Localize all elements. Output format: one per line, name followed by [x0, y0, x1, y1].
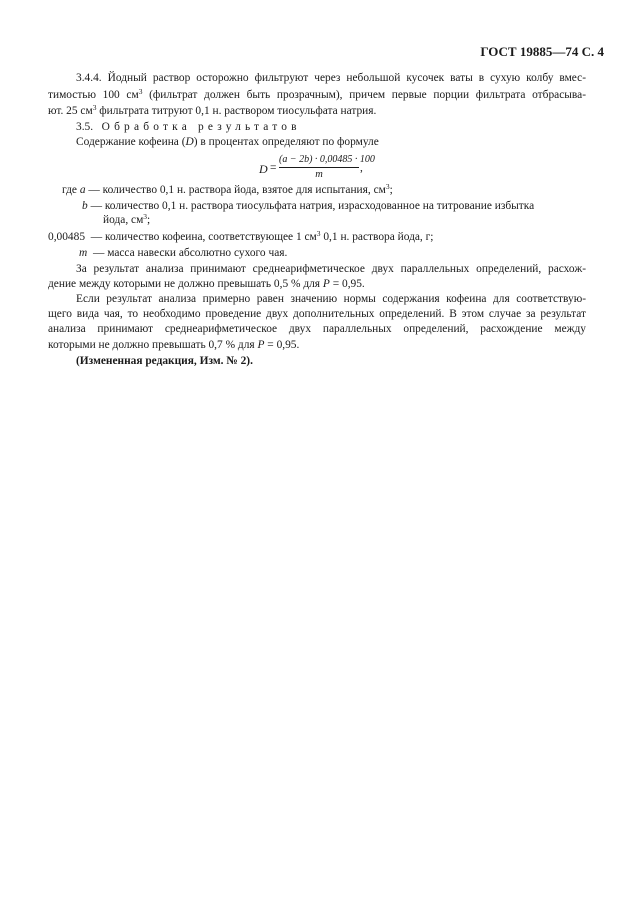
formula-intro: Содержание кофеина (D) в процентах определяют по формуле [76, 136, 379, 148]
formula-denominator: m [315, 169, 323, 180]
para1-line-1: За результат анализа принимают среднеарифметическое двух параллельных определений, расхож- [76, 263, 586, 275]
section-344-line-2: тимостью 100 $см^3$ (фильтрат должен быть прозрачным), причем первые порции фильтрата отбрасыва- [48, 87, 586, 101]
page-header: ГОСТ 19885—74 С. 4 [480, 44, 604, 59]
formula-numerator: (a − 2b) · 0,00485 · 100 [279, 154, 375, 165]
para2-line-1: Если результат анализа примерно равен значению нормы содержания кофеина для соответствую- [76, 293, 586, 305]
definition-b-continued: йода, $см^3$; [103, 212, 151, 226]
definition-a: где a — количество 0,1 н. раствора йода, взятое для испытания, $см^3$; [62, 182, 393, 196]
definition-coefficient: 0,00485 — количество кофеина, соответствующее 1 $см^3$ 0,1 н. раствора йода, г; [48, 229, 434, 243]
definition-m: m — масса навески абсолютно сухого чая. [79, 247, 288, 259]
amendment-note: (Измененная редакция, Изм. № 2). [76, 355, 253, 367]
para2-line-3: анализа принимают среднеарифметическое двух параллельных определений, расхождение между [48, 323, 586, 335]
para2-line-2: щего вида чая, то необходимо проведение двух дополнительных определений. В этом случае за результат [48, 308, 586, 320]
formula-lhs: D [259, 162, 268, 176]
formula-fraction [279, 154, 375, 181]
formula-comma: , [360, 162, 363, 174]
para2-line-4: которыми не должно превышать 0,7 % для P = 0,95. [48, 339, 300, 351]
para1-line-2: дение между которыми не должно превышать 0,5 % для P = 0,95. [48, 278, 365, 290]
section-344-line-1: 3.4.4. Йодный раствор осторожно фильтруют через небольшой кусочек ваты в сухую колбу вмес- [76, 72, 586, 84]
definition-b: b — количество 0,1 н. раствора тиосульфата натрия, израсходованное на титрование избытка [82, 200, 535, 212]
section-344-line-3: ют. 25 $см^3$ фильтрата титруют 0,1 н. раствором тиосульфата натрия. [48, 103, 377, 117]
formula-equals: = [270, 162, 277, 174]
section-35-heading: 3.5. Обработка результатов [76, 121, 301, 133]
section-title: Обработка результатов [101, 121, 301, 133]
